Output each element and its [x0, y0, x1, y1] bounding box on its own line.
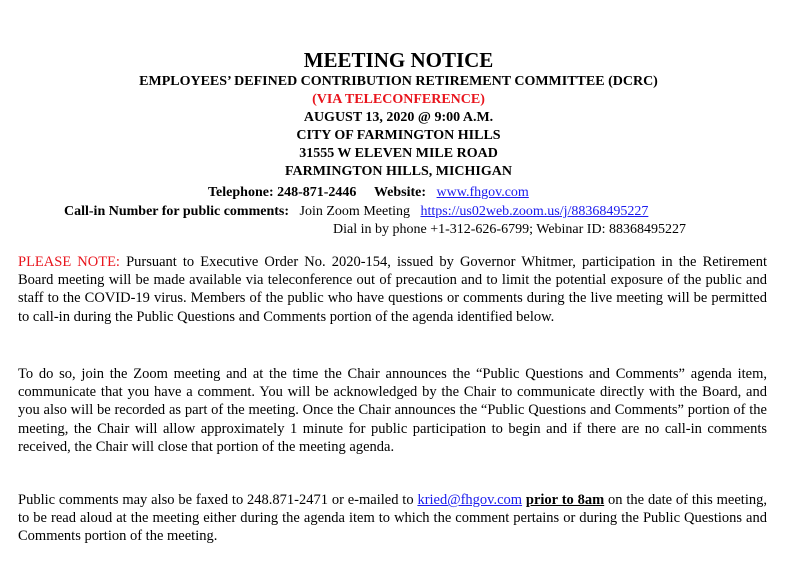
telephone-label: Telephone: 248-871-2446 — [208, 185, 357, 200]
public-comments-paragraph — [18, 491, 767, 546]
comments-email-link[interactable]: kried@fhgov.com — [417, 492, 523, 508]
city-name: CITY OF FARMINGTON HILLS — [296, 128, 501, 143]
notice-title: MEETING NOTICE — [303, 48, 494, 72]
city-state: FARMINGTON HILLS, MICHIGAN — [284, 164, 512, 179]
notice-text: Pursuant to Executive Order No. 2020-154, issued by Governor Whitmer, participation in the Retirement Board meeting will be made available via teleconference out of precaution and to limit the potential exposure of the public and staff to the COVID-19 virus. Members of the public who have questions or comments during the live meeting will be permitted to call-in during the Public Questions and Comments portion of the agenda identified below. — [18, 254, 767, 325]
zoom-instructions-paragraph: To do so, join the Zoom meeting and at the time the Chair announces the “Public Questions and Comments” agenda item, communicate that you have a comment. You will be acknowledged by the Chair to communicate directly with the Board, and you also will be recorded as part of the meeting. Once the Chair announces the “Public Questions and Comments” portion of the meeting, the Chair will allow approximately 1 minute for public participation to begin and if there are no call-in comments received, the Chair will close that portion of the meeting agenda. — [18, 366, 767, 455]
website-label: Website: — [373, 185, 427, 200]
comments-prefix: Public comments may also be faxed to 248.871-2471 or e-mailed to — [18, 492, 414, 508]
dialin-line: Dial in by phone +1-312-626-6799; Webinar ID: 88368495227 — [333, 222, 686, 237]
notice-label: PLEASE NOTE: — [18, 254, 120, 270]
committee-name: EMPLOYEES’ DEFINED CONTRIBUTION RETIREMENT COMMITTEE (DCRC) — [139, 74, 658, 89]
street-address: 31555 W ELEVEN MILE ROAD — [299, 146, 498, 161]
zoom-meeting-link[interactable]: https://us02web.zoom.us/j/88368495227 — [420, 204, 649, 219]
callin-line — [64, 203, 648, 221]
comments-suffix: on the date of this meeting, to be read aloud at the meeting either during the agenda item to which the comment pertains or during the Public Questions and Comments portion of the meeting. — [18, 492, 767, 545]
zoom-meeting-text: Join Zoom Meeting — [299, 204, 410, 219]
contact-line — [208, 184, 529, 202]
notice-paragraph — [18, 253, 767, 326]
meeting-mode: (VIA TELECONFERENCE) — [312, 92, 485, 107]
callin-label: Call-in Number for public comments: — [64, 204, 290, 219]
meeting-date-time: AUGUST 13, 2020 @ 9:00 A.M. — [303, 110, 494, 125]
comments-deadline: prior to 8am — [525, 492, 605, 508]
website-link[interactable]: www.fhgov.com — [436, 185, 529, 200]
